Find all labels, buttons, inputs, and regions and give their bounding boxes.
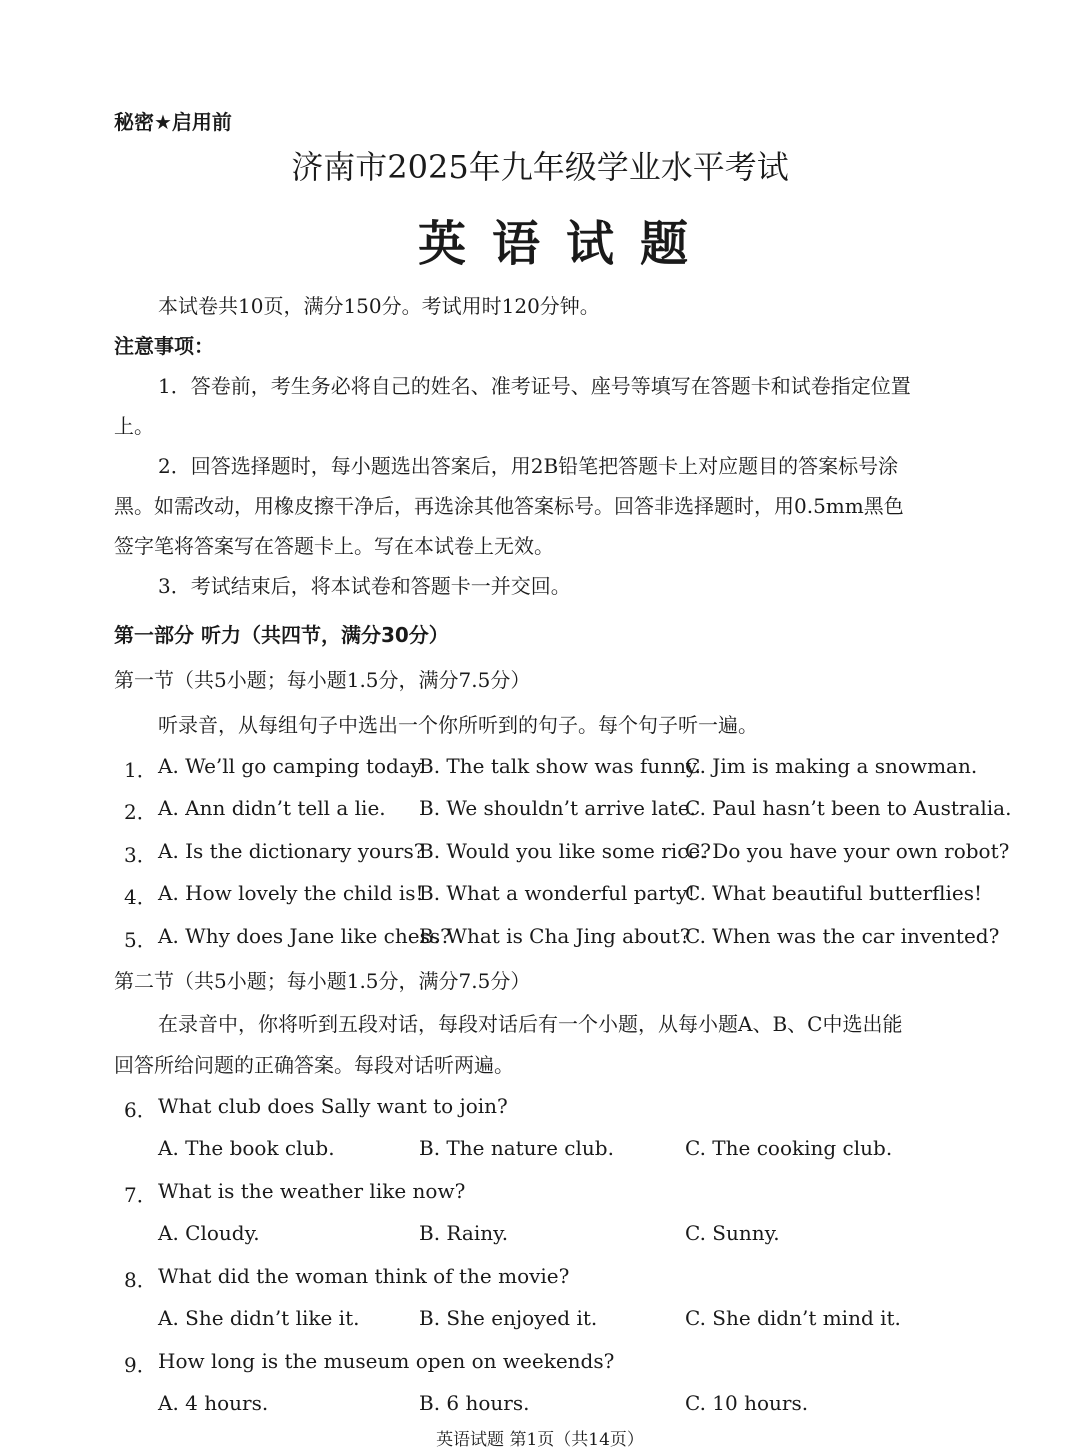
question-number: 9． [124,1353,157,1377]
question-number: 4． [124,885,157,909]
option-b: B. What a wonderful party! [419,881,696,905]
option-a: A. The book club. [158,1136,335,1160]
option-a: A. Is the dictionary yours? [158,839,425,863]
question-stem: What did the woman think of the movie? [158,1264,570,1288]
option-b: B. We shouldn’t arrive late. [419,796,696,820]
option-b: B. 6 hours. [419,1391,530,1415]
option-a: A. 4 hours. [158,1391,269,1415]
option-a: A. We’ll go camping today. [158,754,426,778]
option-b: B. What is Cha Jing about? [419,924,691,948]
note-1-line-1: 1．答卷前，考生务必将自己的姓名、准考证号、座号等填写在答题卡和试卷指定位置 [158,374,911,398]
option-c: C. 10 hours. [685,1391,809,1415]
option-b: B. The talk show was funny. [419,754,702,778]
option-a: A. Cloudy. [158,1221,260,1245]
exam-title: 济南市2025年九年级学业水平考试 [291,148,789,186]
section-1-instruction: 听录音，从每组句子中选出一个你所听到的句子。每个句子听一遍。 [158,713,758,737]
question-stem: How long is the museum open on weekends? [158,1349,615,1373]
question-number: 3． [124,843,157,867]
note-2-line-1: 2．回答选择题时，每小题选出答案后，用2B铅笔把答题卡上对应题目的答案标号涂 [158,454,899,478]
question-number: 1． [124,758,157,782]
option-c: C. Do you have your own robot? [685,839,1010,863]
question-number: 5． [124,928,157,952]
option-a: A. How lovely the child is! [158,881,424,905]
option-c: C. She didn’t mind it. [685,1306,901,1330]
page-footer: 英语试题 第1页（共14页） [436,1430,644,1450]
question-number: 8． [124,1268,157,1292]
option-c: C. Paul hasn’t been to Australia. [685,796,1012,820]
section-2-instruction-line-1: 在录音中，你将听到五段对话，每段对话后有一个小题，从每小题A、B、C中选出能 [158,1012,903,1036]
option-a: A. Ann didn’t tell a lie. [158,796,386,820]
option-b: B. Would you like some rice? [419,839,711,863]
option-c: C. Sunny. [685,1221,780,1245]
option-b: B. She enjoyed it. [419,1306,598,1330]
notice-label: 注意事项： [114,334,214,358]
note-3: 3．考试结束后，将本试卷和答题卡一并交回。 [158,574,571,598]
question-number: 2． [124,800,157,824]
note-1-line-2: 上。 [114,414,154,438]
secret-mark: 秘密★启用前 [114,110,232,134]
note-2-line-2: 黑。如需改动，用橡皮擦干净后，再选涂其他答案标号。回答非选择题时，用0.5mm黑色 [114,494,904,518]
question-number: 6． [124,1098,157,1122]
subject-title: 英语试题 [417,216,714,272]
option-c: C. When was the car invented? [685,924,1000,948]
option-c: C. Jim is making a snowman. [685,754,978,778]
exam-summary: 本试卷共10页，满分150分。考试用时120分钟。 [158,294,600,318]
part-1-title: 第一部分 听力（共四节，满分30分） [114,623,449,647]
option-a: A. Why does Jane like chess? [158,924,451,948]
question-number: 7． [124,1183,157,1207]
section-1-title: 第一节（共5小题；每小题1.5分，满分7.5分） [114,668,531,692]
question-stem: What is the weather like now? [158,1179,466,1203]
note-2-line-3: 签字笔将答案写在答题卡上。写在本试卷上无效。 [114,534,554,558]
option-c: C. What beautiful butterflies! [685,881,983,905]
option-b: B. Rainy. [419,1221,509,1245]
option-a: A. She didn’t like it. [158,1306,360,1330]
section-2-instruction-line-2: 回答所给问题的正确答案。每段对话听两遍。 [114,1053,514,1077]
option-c: C. The cooking club. [685,1136,893,1160]
section-2-title: 第二节（共5小题；每小题1.5分，满分7.5分） [114,969,531,993]
question-stem: What club does Sally want to join? [158,1094,508,1118]
option-b: B. The nature club. [419,1136,614,1160]
